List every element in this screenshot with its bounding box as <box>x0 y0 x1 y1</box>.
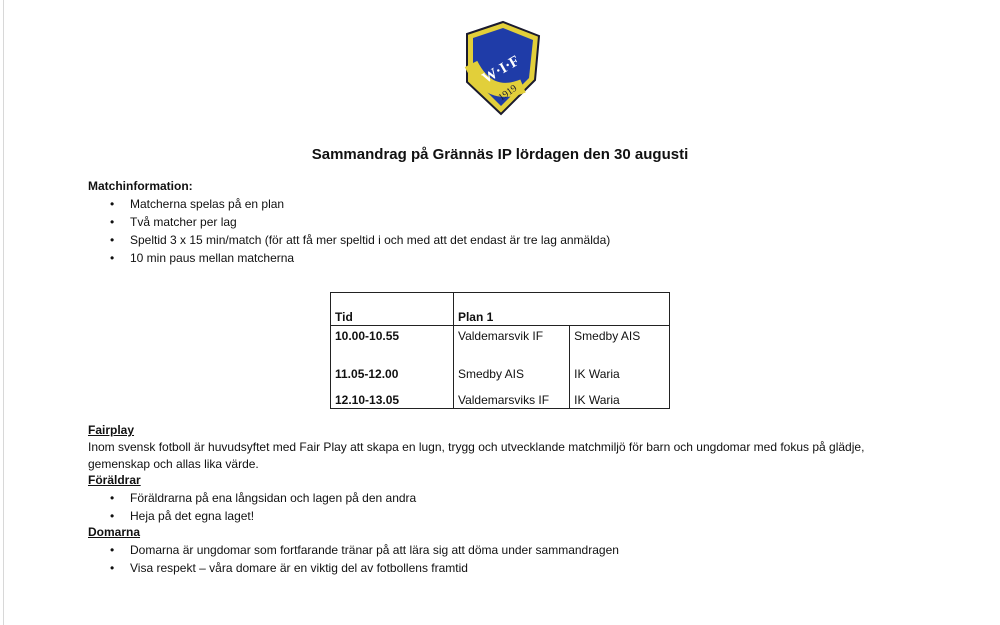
cell-time: 10.00-10.55 <box>331 326 454 361</box>
club-logo <box>459 20 543 116</box>
fairplay-text: Inom svensk fotboll är huvudsyftet med Fair Play att skapa en lugn, trygg och utvecklande matchmiljö för barn och ungdomar med fokus på glädje, gemenskap och allas lika värde. <box>88 440 865 471</box>
list-item: • Två matcher per lag <box>88 213 610 231</box>
fairplay-heading: Fairplay <box>88 423 135 437</box>
cell-away: Smedby AIS <box>570 326 670 361</box>
foraldrar-heading: Föräldrar <box>88 473 141 487</box>
cell-home: Valdemarsviks IF <box>453 393 569 409</box>
schedule-table <box>330 292 670 409</box>
list-item: • Heja på det egna laget! <box>88 507 416 525</box>
list-item: • Visa respekt – våra domare är en viktig del av fotbollens framtid <box>88 559 619 577</box>
page-edge <box>3 0 4 625</box>
cell-time: 12.10-13.05 <box>331 393 454 409</box>
foraldrar-list <box>88 489 416 525</box>
cell-away: IK Waria <box>570 360 670 393</box>
table-row <box>331 326 670 361</box>
cell-away: IK Waria <box>570 393 670 409</box>
cell-home: Valdemarsvik IF <box>453 326 569 361</box>
table-row <box>331 393 670 409</box>
domarna-heading: Domarna <box>88 525 141 539</box>
header-empty <box>570 293 670 326</box>
header-plan: Plan 1 <box>453 293 569 326</box>
logo-year: 1919 <box>496 82 520 104</box>
header-tid: Tid <box>331 293 454 326</box>
table-row <box>331 360 670 393</box>
logo-text: W·I·F <box>479 53 523 87</box>
list-item: • Domarna är ungdomar som fortfarande tränar på att lära sig att döma under sammandragen <box>88 541 619 559</box>
list-item: • Matcherna spelas på en plan <box>88 195 610 213</box>
cell-home: Smedby AIS <box>453 360 569 393</box>
matchinfo-list <box>88 195 610 267</box>
list-item: • Speltid 3 x 15 min/match (för att få mer speltid i och med att det endast är tre lag anmälda) <box>88 231 610 249</box>
domarna-list <box>88 541 619 577</box>
table-header-row <box>331 293 670 326</box>
list-item: • Föräldrarna på ena långsidan och lagen på den andra <box>88 489 416 507</box>
page-title: Sammandrag på Grännäs IP lördagen den 30 augusti <box>311 146 689 163</box>
cell-time: 11.05-12.00 <box>331 360 454 393</box>
list-item: • 10 min paus mellan matcherna <box>88 249 610 267</box>
matchinfo-heading: Matchinformation: <box>88 179 193 193</box>
